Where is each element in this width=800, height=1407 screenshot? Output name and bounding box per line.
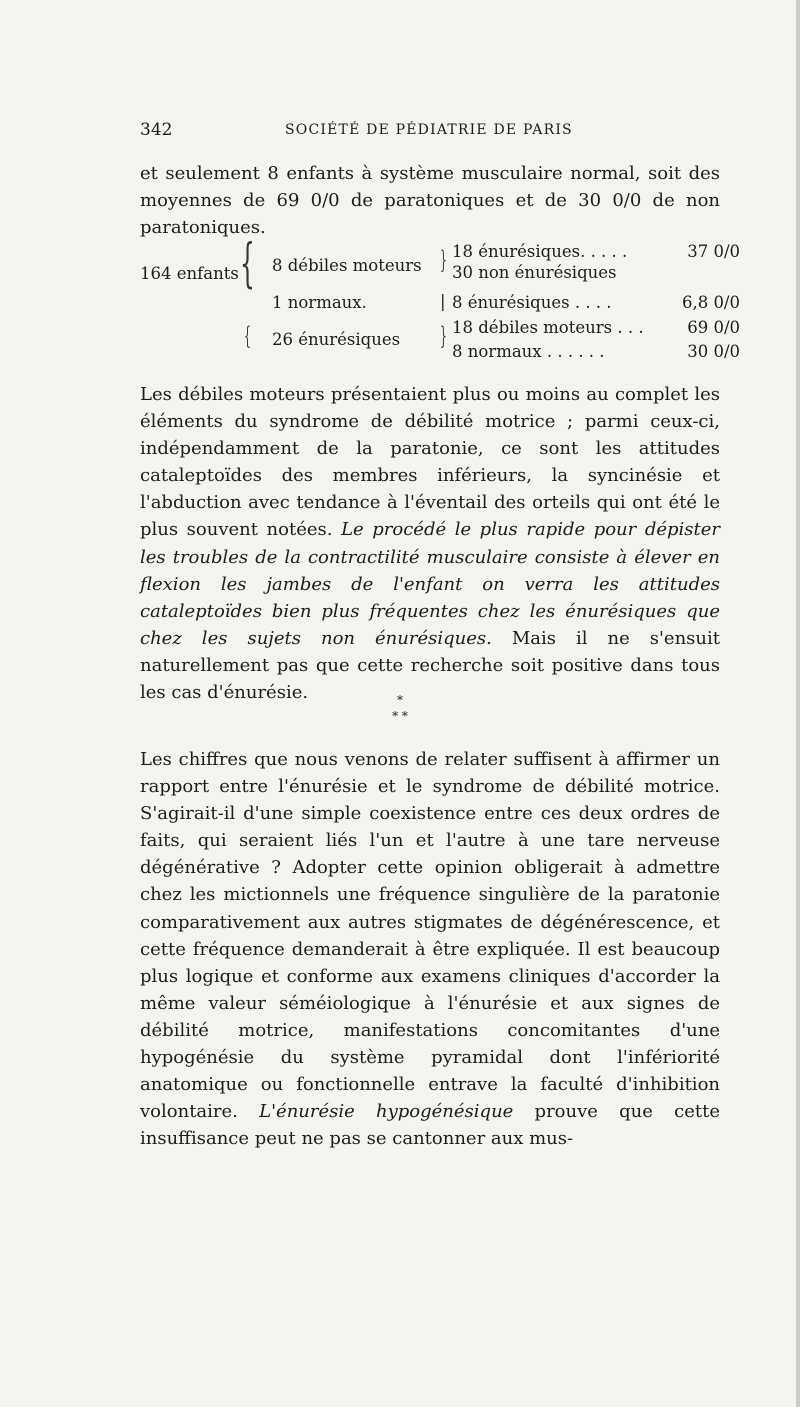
row-item-non-enuresiques: 30 non énurésiques (452, 263, 617, 282)
paragraph-3-text: Les chiffres que nous venons de relater suffisent à affirmer un rapport entre l'énurésie et le syndrome de débilité motrice. S'agirait-il d'une simple coexistence entre ces deux ordres de faits, qui seraient liés l'un et l'autre à une tare nerveuse dégénérative ? Adopter cette opinion obligerait à admettre chez les mictionnels une fréquence singulière de la paratonie comparativement aux autres stigmates de dégénérescence, et cette fréquence demanderait à être expliquée. Il est beaucoup plus logique et conforme aux examens cliniques d'accorder la même valeur séméiologique à l'énurésie et aux signes de débilité motrice, manifestations concomitantes d'une hypogénésie du système pyramidal dont l'infériorité anatomique ou fonctionnelle entrave la faculté d'inhibition volontaire. (140, 749, 720, 1123)
paragraph-2-conclusion: Mais il ne s'ensuit naturellement pas que cette recherche soit positive dans tous les cas d'énurésie. (140, 627, 720, 704)
brace-enuresiques-left: { (244, 322, 251, 350)
row-item-8-enuresiques: 8 énurésiques . . . . (452, 293, 612, 312)
group-label: 164 enfants (140, 264, 239, 283)
paragraph-debiles-moteurs (140, 381, 720, 706)
statistics-table (140, 234, 740, 372)
row-value-30: 30 0/0 (687, 342, 740, 361)
row-item-enuresiques: 18 énurésiques. . . . . (452, 242, 628, 261)
paragraph-conclusion (140, 746, 720, 1152)
row-label-normaux: 1 normaux. (272, 293, 367, 312)
separator-stars-bottom: * * (392, 709, 408, 723)
separator-star-top: * (397, 693, 403, 707)
row-label-26-enuresiques: 26 énurésiques (272, 330, 401, 349)
section-separator (0, 694, 800, 722)
row-value-37: 37 0/0 (687, 242, 740, 261)
row-item-18-debiles: 18 débiles moteurs . . . (452, 318, 644, 337)
brace-debiles: } (440, 246, 447, 274)
paragraph-intro: et seulement 8 enfants à système musculaire normal, soit des moyennes de 69 0/0 de paratoniques et de 30 0/0 de non paratoniques. (140, 163, 720, 239)
page-number: 342 (140, 120, 173, 140)
paragraph-2-text: Les débiles moteurs présentaient plus ou moins au complet les éléments du syndrome de débilité motrice ; parmi ceux-ci, indépendamment de la paratonie, ce sont les attitudes cataleptoïdes des membres inférieurs, la syncinésie et l'abduction avec tendance à l'éventail des orteils qui ont été le plus souvent notées. (140, 384, 720, 541)
running-title: SOCIÉTÉ DE PÉDIATRIE DE PARIS (285, 122, 573, 138)
paragraph-3-italic: L'énurésie hypogénésique (259, 1101, 514, 1123)
row-value-6-8: 6,8 0/0 (681, 293, 740, 312)
row-value-69: 69 0/0 (687, 318, 740, 337)
paragraph-3-ending: prouve que cette insuffisance peut ne pas se cantonner aux mus- (140, 1101, 720, 1150)
row-item-8-normaux: 8 normaux . . . . . . (452, 342, 605, 361)
paragraph-2-italic: Le procédé le plus rapide pour dépister les troubles de la contractilité musculaire consiste à élever en flexion les jambes de l'enfant on verra les attitudes cataleptoïdes bien plus fréquentes chez les énurésiques que chez les sujets non énurésiques. (140, 519, 721, 649)
page-header (140, 120, 740, 146)
row-label-debiles: 8 débiles moteurs (272, 256, 422, 275)
divider-bar: | (440, 292, 446, 311)
brace-enuresiques-right: } (440, 322, 447, 350)
left-brace: { (240, 234, 255, 294)
